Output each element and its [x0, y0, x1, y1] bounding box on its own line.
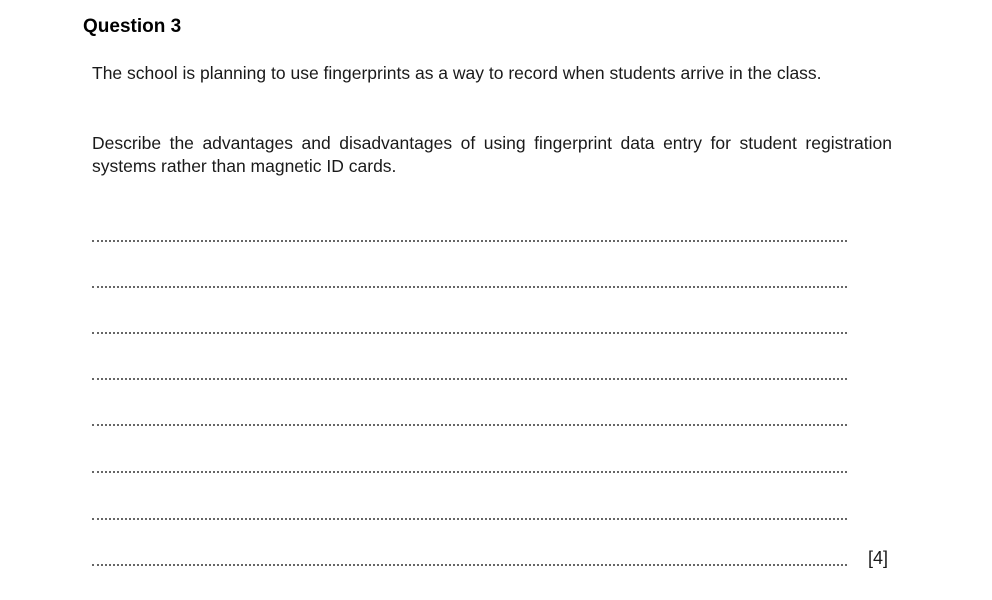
- answer-line[interactable]: [92, 378, 847, 380]
- marks-label: [4]: [868, 548, 889, 568]
- question-title: Question 3: [83, 16, 182, 37]
- answer-line[interactable]: [92, 240, 847, 242]
- answer-line[interactable]: [92, 424, 847, 426]
- answer-line[interactable]: [92, 564, 847, 566]
- answer-line[interactable]: [92, 471, 847, 473]
- answer-line[interactable]: [92, 518, 847, 520]
- question-prompt: Describe the advantages and disadvantages of using fingerprint data entry for student registration systems rather than magnetic ID cards.: [92, 133, 892, 176]
- answer-line[interactable]: [92, 332, 847, 334]
- answer-line[interactable]: [92, 286, 847, 288]
- question-context: The school is planning to use fingerprints as a way to record when students arrive in the class.: [92, 63, 822, 83]
